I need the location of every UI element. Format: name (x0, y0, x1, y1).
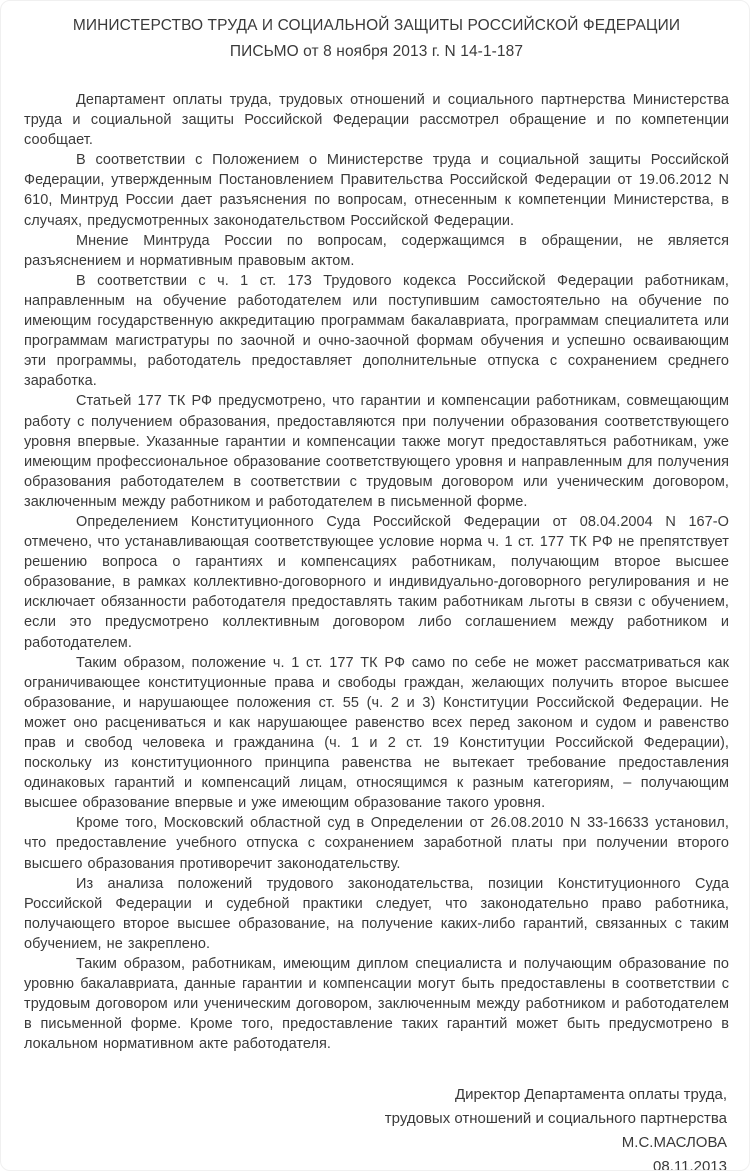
signature-position-line1: Директор Департамента оплаты труда, (454, 1085, 727, 1103)
paragraph-analysis-conclusion: Из анализа положений трудового законодательства, позиции Конституционного Суда Российской Федерации и судебной практики следует, что законодательно право работника, получающего второе высшее образование, на получение каких-либо гарантий, связанных с таким обучением, не закреплено. (24, 875, 729, 952)
paragraph-article-177: Статьей 177 ТК РФ предусмотрено, что гарантии и компенсации работникам, совмещающим работу с получением образования, предоставляются при получении образования соответствующего уровня впервые. Указанные гарантии и компенсации также могут предоставляться работникам, уже имеющим профессиональное образование соответствующего уровня и направленным для получения образования работодателем в соответствии с трудовым договором или ученическим договором, заключенным между работником и работодателем в письменной форме. (24, 393, 729, 510)
signature-position-line2: трудовых отношений и социального партнерства (384, 1109, 727, 1127)
paragraph-article-173: В соответствии с ч. 1 ст. 173 Трудового кодекса Российской Федерации работникам, направленным на обучение работодателем или поступившим самостоятельно на обучение по имеющим государственную аккредитацию программам бакалавриата, программам специалитета или программам магистратуры по заочной и очно-заочной формам обучения и успешно осваивающим эти программы, работодатель предоставляет дополнительные отпуска с сохранением среднего заработка. (24, 272, 729, 390)
ministry-title: МИНИСТЕРСТВО ТРУДА И СОЦИАЛЬНОЙ ЗАЩИТЫ РОССИЙСКОЙ ФЕДЕРАЦИИ (72, 17, 681, 34)
paragraph-ministry-regulation: В соответствии с Положением о Министерстве труда и социальной защиты Российской Федерации, утвержденным Постановлением Правительства Российской Федерации от 19.06.2012 N 610, Минтруд России дает разъяснения по вопросам, отнесенным к компетенции Министерства, в случаях, предусмотренных законодательством Российской Федерации. (24, 152, 729, 229)
signature-block (24, 1083, 729, 1171)
paragraph-final-conclusion: Таким образом, работникам, имеющим диплом специалиста и получающим образование по уровню бакалавриата, данные гарантии и компенсации могут быть предоставлены в соответствии с трудовым договором или ученическим договором, заключенным между работником и работодателем в письменной форме. Кроме того, предоставление таких гарантий может быть предусмотрено в локальном нормативном акте работодателя. (24, 956, 729, 1053)
paragraph-constitutional-court: Определением Конституционного Суда Российской Федерации от 08.04.2004 N 167-О отмечено, что устанавливающая соответствующее условие норма ч. 1 ст. 177 ТК РФ не препятствует решению вопроса о гарантиях и компенсациях работникам, получающим второе высшее образование, в рамках коллективно-договорного и индивидуально-договорного регулирования и не исключает обязанности работодателя предоставлять таким работникам льготы в связи с обучением, если это предусмотрено коллективным договором либо соглашением между работником и работодателем. (24, 513, 729, 651)
document-body (24, 90, 729, 1055)
paragraph-intro: Департамент оплаты труда, трудовых отношений и социального партнерства Министерства труда и социальной защиты Российской Федерации рассмотрел обращение и по компетенции сообщает. (24, 92, 729, 149)
document-header (24, 11, 729, 65)
paragraph-constitution-rights: Таким образом, положение ч. 1 ст. 177 ТК РФ само по себе не может рассматриваться как ограничивающее конституционные права и свободы граждан, желающих получить второе высшее образование, и нарушающее положения ст. 55 (ч. 2 и 3) Конституции Российской Федерации. Не может оно расцениваться и как нарушающее равенство всех перед законом и судом и равенство прав и свобод человека и гражданина (ч. 1 и 2 ст. 19 Конституции Российской Федерации), поскольку из конституционного принципа равенства не вытекает требование предоставления одинаковых гарантий и компенсаций лицам, относящимся к разным категориям, – получающим высшее образование впервые и уже имеющим образование такого уровня. (24, 654, 729, 812)
letter-number-and-date: ПИСЬМО от 8 ноября 2013 г. N 14-1-187 (229, 43, 524, 60)
paragraph-opinion-disclaimer: Мнение Минтруда России по вопросам, содержащимся в обращении, не является разъяснением и нормативным правовым актом. (24, 232, 729, 269)
signature-date: 08.11.2013 (653, 1157, 727, 1171)
signature-name: М.С.МАСЛОВА (621, 1133, 727, 1151)
paragraph-moscow-regional-court: Кроме того, Московский областной суд в Определении от 26.08.2010 N 33-16633 установил, что предоставление учебного отпуска с сохранением заработной платы при получении второго высшего образования противоречит законодательству. (24, 815, 729, 872)
